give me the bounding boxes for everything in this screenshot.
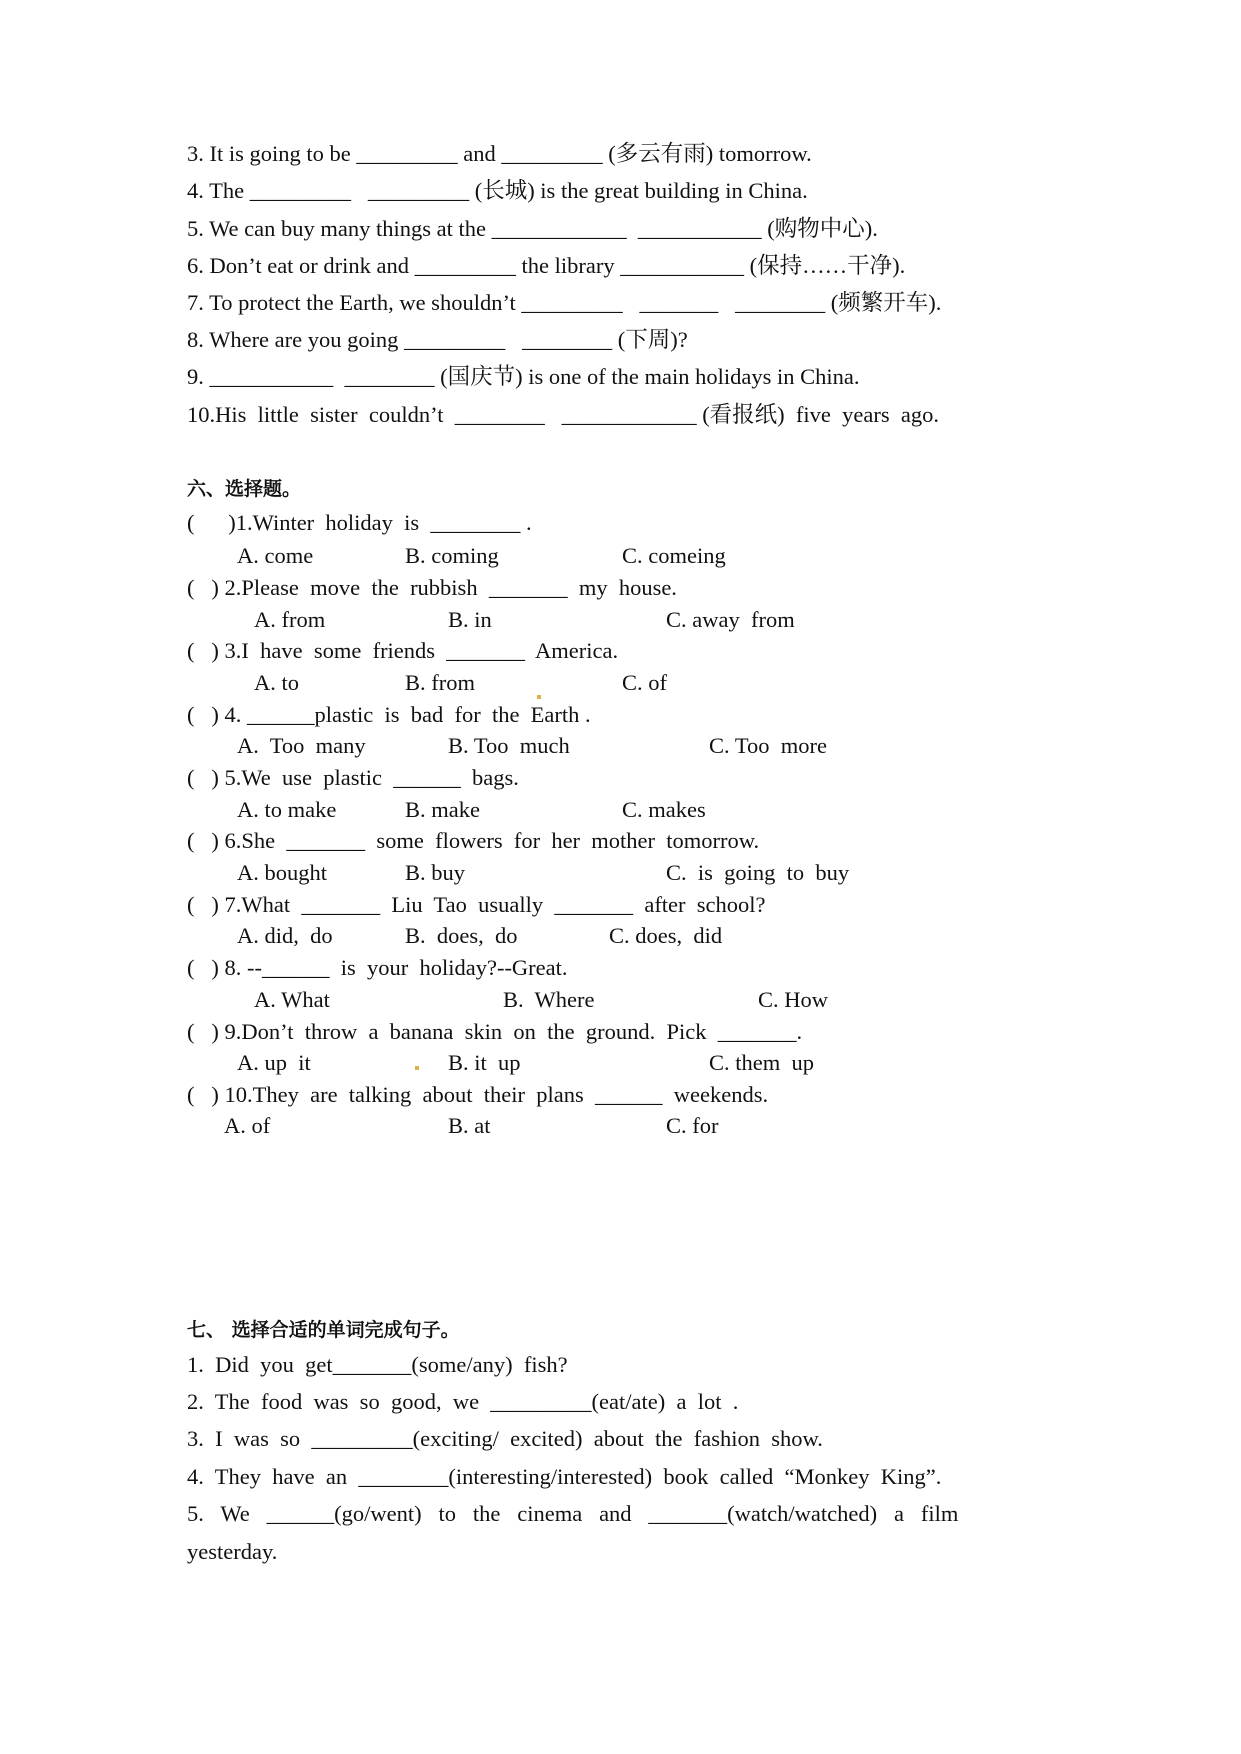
question-stem: ( ) 4. ______plastic is bad for the Earth . — [187, 702, 591, 727]
stray-mark — [415, 1066, 419, 1070]
option-c: C. does, did — [609, 923, 723, 948]
question-stem: ( ) 2.Please move the rubbish _______ my house. — [187, 575, 677, 600]
question-stem: ( )1.Winter holiday is ________ . — [187, 510, 532, 535]
question-stem: ( ) 10.They are talking about their plans ______ weekends. — [187, 1082, 769, 1107]
option-a: A. come — [237, 543, 314, 568]
option-b: B. Too much — [448, 733, 570, 758]
option-a: A. did, do — [237, 923, 333, 948]
option-c: C. for — [666, 1113, 719, 1138]
fill-item-3: 3. It is going to be _________ and _________ (多云有雨) tomorrow. — [187, 141, 812, 166]
option-c: C. them up — [709, 1050, 814, 1075]
word-choice-item-1: 1. Did you get_______(some/any) fish? — [187, 1352, 568, 1377]
option-c: C. comeing — [622, 543, 726, 568]
word-choice-item-3: 3. I was so _________(exciting/ excited) about the fashion show. — [187, 1426, 823, 1451]
word-choice-item-4: 4. They have an ________(interesting/interested) book called “Monkey King”. — [187, 1464, 942, 1489]
option-c: C. away from — [666, 607, 795, 632]
option-b: B. from — [405, 670, 475, 695]
option-b: B. make — [405, 797, 480, 822]
option-c: C. How — [758, 987, 829, 1012]
word-choice-item-5: 5. We ______(go/went) to the cinema and _______(watch/watched) a film — [187, 1501, 959, 1526]
option-a: A. from — [254, 607, 326, 632]
option-b: B. does, do — [405, 923, 518, 948]
fill-item-10: 10.His little sister couldn’t ________ ____________ (看报纸) five years ago. — [187, 402, 939, 427]
question-stem: ( ) 5.We use plastic ______ bags. — [187, 765, 519, 790]
question-stem: ( ) 6.She _______ some flowers for her mother tomorrow. — [187, 828, 760, 853]
option-b: B. coming — [405, 543, 499, 568]
option-a: A. bought — [237, 860, 327, 885]
fill-item-5: 5. We can buy many things at the ____________ ___________ (购物中心). — [187, 216, 878, 241]
option-b: B. it up — [448, 1050, 521, 1075]
option-b: B. buy — [405, 860, 466, 885]
option-a: A. What — [254, 987, 330, 1012]
fill-item-4: 4. The _________ _________ (长城) is the great building in China. — [187, 178, 808, 203]
section6-heading: 六、选择题。 — [187, 478, 302, 500]
option-c: C. makes — [622, 797, 706, 822]
option-a: A. of — [224, 1113, 271, 1138]
option-c: C. is going to buy — [666, 860, 850, 885]
option-b: B. at — [448, 1113, 491, 1138]
question-stem: ( ) 7.What _______ Liu Tao usually _______ after school? — [187, 892, 766, 917]
word-choice-item-5-cont: yesterday. — [187, 1539, 278, 1564]
stray-mark — [537, 695, 541, 699]
question-stem: ( ) 8. --______ is your holiday?--Great. — [187, 955, 568, 980]
section7-heading: 七、 选择合适的单词完成句子。 — [187, 1319, 460, 1341]
option-a: A. to make — [237, 797, 337, 822]
option-c: C. of — [622, 670, 667, 695]
option-a: A. Too many — [237, 733, 366, 758]
fill-item-7: 7. To protect the Earth, we shouldn’t _________ _______ ________ (频繁开车). — [187, 290, 942, 315]
fill-item-6: 6. Don’t eat or drink and _________ the library ___________ (保持……干净). — [187, 253, 906, 278]
question-stem: ( ) 3.I have some friends _______ America. — [187, 638, 619, 663]
option-c: C. Too more — [709, 733, 828, 758]
option-a: A. to — [254, 670, 299, 695]
question-stem: ( ) 9.Don’t throw a banana skin on the ground. Pick _______. — [187, 1019, 803, 1044]
fill-item-9: 9. ___________ ________ (国庆节) is one of the main holidays in China. — [187, 364, 860, 389]
option-b: B. in — [448, 607, 492, 632]
fill-item-8: 8. Where are you going _________ ________ (下周)? — [187, 327, 688, 352]
option-b: B. Where — [503, 987, 595, 1012]
option-a: A. up it — [237, 1050, 311, 1075]
word-choice-item-2: 2. The food was so good, we _________(eat/ate) a lot . — [187, 1389, 739, 1414]
